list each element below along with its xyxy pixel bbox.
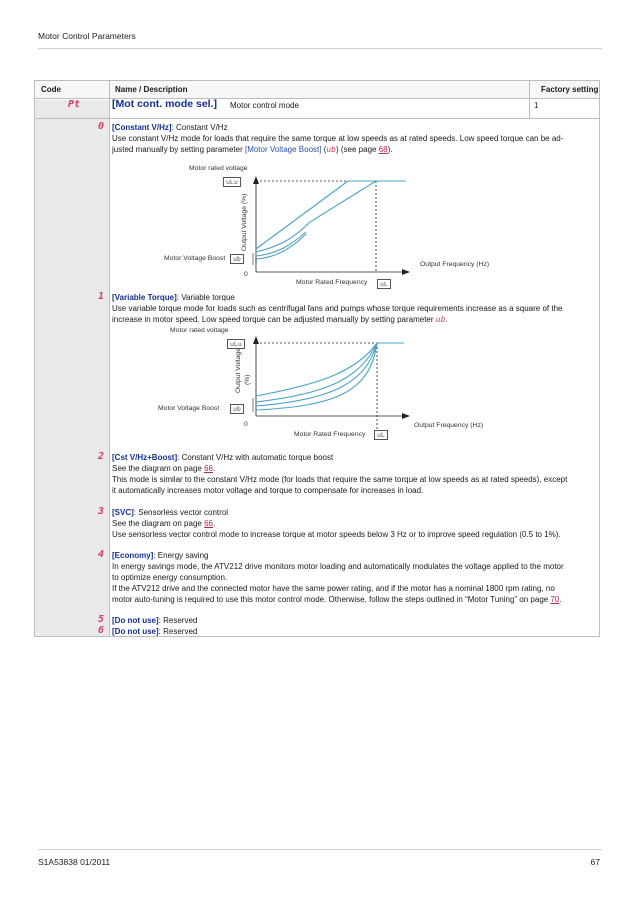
d1-ub-box: ub [230,254,244,264]
option-1-title: : Variable torque [176,293,235,302]
option-1-ub-code: ub [435,315,446,324]
param-code: Pt [67,99,80,110]
d2-rated-voltage-label: Motor rated voltage [170,327,229,334]
option-2-text [112,452,597,496]
param-name: [Mot cont. mode sel.] [112,98,217,110]
d1-boost-label: Motor Voltage Boost [164,255,226,262]
option-0-label: [Constant V/Hz] [112,123,172,132]
option-2-line2: This mode is similar to the constant V/Hz mode (for loads that require the same torque at low speeds as at rated speeds), except [112,475,568,484]
d1-ul-box: uL [377,279,391,289]
option-2-label: [Cst V/Hz+Boost] [112,453,178,462]
d2-x-axis-label: Output Frequency (Hz) [414,422,484,429]
option-4-line4a: motor auto-tuning is required to use this motor control mode. Otherwise, follow the steps outlined in “Motor Tuning” on page [112,595,551,604]
d1-ulu-box: uLu [223,177,241,187]
d1-y-axis-label: Output Voltage (%) [241,193,248,251]
d2-zero-label: 0 [244,421,248,428]
option-0-line1: Use constant V/Hz mode for loads that require the same torque at low speeds as at rated speeds. Low speed torque can be ad- [112,134,564,143]
option-0-title: : Constant V/Hz [171,123,228,132]
option-3-label: [SVC] [112,508,134,517]
d2-y-axis-label-1: Output Voltage [235,348,242,393]
d2-x-arrow [402,413,410,419]
option-2-line3: it automatically increases motor voltage and torque to compensate for increases in load. [112,486,424,495]
d2-curve-2 [256,343,377,402]
option-6-label: [Do not use] [112,627,159,636]
option-1-line2b: . [445,315,448,324]
option-code-2: 2 [97,451,104,462]
option-1-line2a: increase in motor speed. Low speed torque can be adjusted manually by setting parameter [112,315,436,324]
col-header-name: Name / Description [115,85,188,94]
col-header-code: Code [41,85,61,94]
param-factory-setting: 1 [534,101,539,110]
d2-rated-freq-label: Motor Rated Frequency [294,431,366,438]
option-1-line1: Use variable torque mode for loads such as centrifugal fans and pumps whose torque requirements increase as a square of the [112,304,563,313]
option-6-title: : Reserved [158,627,198,636]
option-1-label: [Variable Torque] [112,293,177,302]
option-3-line1b: . [212,519,216,528]
option-3-line1a: See the diagram on page [112,519,205,528]
d2-boost-label: Motor Voltage Boost [158,405,220,412]
footer-divider [38,849,602,850]
option-6-text [112,626,597,637]
option-3-text [112,507,597,540]
option-3-line2: Use sensorless vector control mode to increase torque at motor speeds below 3 Hz or to improve speed regulation (0.5 to 1%). [112,530,561,539]
option-3-title: : Sensorless vector control [133,508,229,517]
option-5-text [112,615,597,626]
option-5-label: [Do not use] [112,616,159,625]
d2-curve-3 [256,343,377,406]
d2-ub-box: ub [230,404,244,414]
d1-x-axis-label: Output Frequency (Hz) [420,261,490,268]
param-description: Motor control mode [230,101,299,110]
option-code-3: 3 [97,506,104,517]
col-header-factory: Factory setting [541,85,599,94]
page-link-70[interactable]: 70 [550,595,560,604]
d2-curve-1 [256,343,377,396]
option-2-title: : Constant V/Hz with automatic torque boost [177,453,334,462]
page-link-68[interactable]: 68 [378,145,388,154]
d2-y-axis-label-2: (%) [244,374,251,385]
option-0-line2c: ). [387,145,393,154]
option-4-text [112,550,597,605]
d1-rated-freq-label: Motor Rated Frequency [296,279,368,286]
option-code-0: 0 [97,121,104,132]
motor-voltage-boost-link[interactable]: [Motor Voltage Boost] [244,145,322,154]
footer-page-number: 67 [590,857,600,867]
option-4-label: [Economy] [112,551,154,560]
footer-doc-id: S1A53838 01/2011 [38,857,111,867]
option-4-line3: If the ATV212 drive and the connected motor have the same power rating, and if the motor has a nominal 1800 rpm rating, no [112,584,555,593]
d2-ulu-box: uLu [227,339,245,349]
option-code-1: 1 [97,291,104,302]
option-0-text: [Constant V/Hz]: Constant V/Hz Use constant V/Hz mode for loads that require the same torque at low speeds as at rated speeds. Low speed torque can be ad- justed manually by setting parameter [Motor Voltage Boost] (ub) (see page 68). [112,122,597,155]
option-0-line2b: (see page [338,145,379,154]
option-4-line2: to optimize energy consumption. [112,573,228,582]
page-link-66a[interactable]: 66 [204,464,213,473]
option-code-4: 4 [97,549,104,560]
option-4-line1: In energy savings mode, the ATV212 drive monitors motor loading and automatically modulates the voltage applied to the motor [112,562,564,571]
d1-zero-label: 0 [244,271,248,278]
option-code-5: 5 [97,614,104,625]
option-4-title: : Energy saving [153,551,209,560]
option-4-line4b: . [559,595,562,604]
d1-rated-voltage-label: Motor rated voltage [189,165,248,172]
page-link-66b[interactable]: 66 [204,519,213,528]
d2-ul-box: uL [374,430,388,440]
option-0-line2a: justed manually by setting parameter [112,145,245,154]
page-header-title: Motor Control Parameters [38,31,136,41]
option-0-ub-code: ub [326,145,336,154]
option-2-line1b: . [212,464,216,473]
option-code-6: 6 [97,625,104,636]
option-2-line1a: See the diagram on page [112,464,205,473]
option-5-title: : Reserved [158,616,198,625]
